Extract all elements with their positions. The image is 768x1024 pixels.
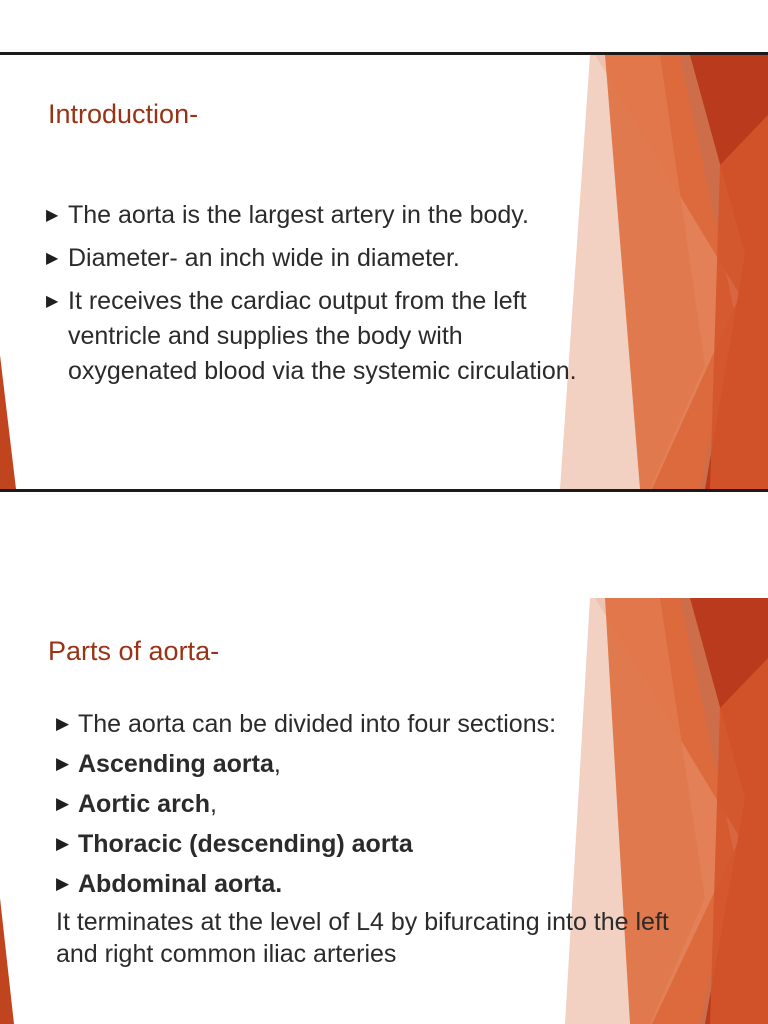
slide-parts-of-aorta xyxy=(0,598,768,1024)
left-accent-shape xyxy=(0,355,16,489)
triangle-right-icon: ▶ xyxy=(56,794,70,813)
triangle-right-icon: ▶ xyxy=(46,250,59,267)
triangle-right-icon: ▶ xyxy=(46,207,59,224)
slide-title: Parts of aorta- xyxy=(48,636,220,666)
list-item xyxy=(56,704,696,744)
list-item xyxy=(56,864,696,904)
list-item xyxy=(56,784,696,824)
bullet-text: The aorta is the largest artery in the body. xyxy=(68,201,529,229)
triangle-right-icon: ▶ xyxy=(56,714,70,733)
section-name: Aortic arch xyxy=(78,790,210,818)
triangle-right-icon: ▶ xyxy=(46,293,59,310)
bullet-text: The aorta can be divided into four sections: xyxy=(78,710,557,738)
section-name: Thoracic (descending) aorta xyxy=(78,830,413,858)
list-item xyxy=(56,824,696,864)
list-item xyxy=(56,744,696,784)
list-item xyxy=(46,198,586,233)
section-name: Abdominal aorta. xyxy=(78,870,283,898)
bullet-text: Diameter- an inch wide in diameter. xyxy=(68,244,460,272)
left-accent-shape xyxy=(0,898,14,1024)
slide-introduction xyxy=(0,52,768,492)
section-suffix: , xyxy=(209,790,217,818)
list-item xyxy=(46,241,586,276)
triangle-right-icon: ▶ xyxy=(56,834,70,853)
section-suffix: , xyxy=(273,750,281,778)
slide-title: Introduction- xyxy=(48,99,199,129)
closing-note: It terminates at the level of L4 by bifurcating into the left and right common iliac arteries xyxy=(56,908,669,968)
triangle-right-icon: ▶ xyxy=(56,754,70,773)
bullet-list xyxy=(46,198,586,397)
bullet-text: It receives the cardiac output from the left ventricle and supplies the body with oxygenated blood via the systemic circulation. xyxy=(68,287,577,385)
section-name: Ascending aorta xyxy=(78,750,274,778)
list-item xyxy=(46,284,586,389)
bullet-list xyxy=(56,704,696,970)
triangle-right-icon: ▶ xyxy=(56,874,70,893)
